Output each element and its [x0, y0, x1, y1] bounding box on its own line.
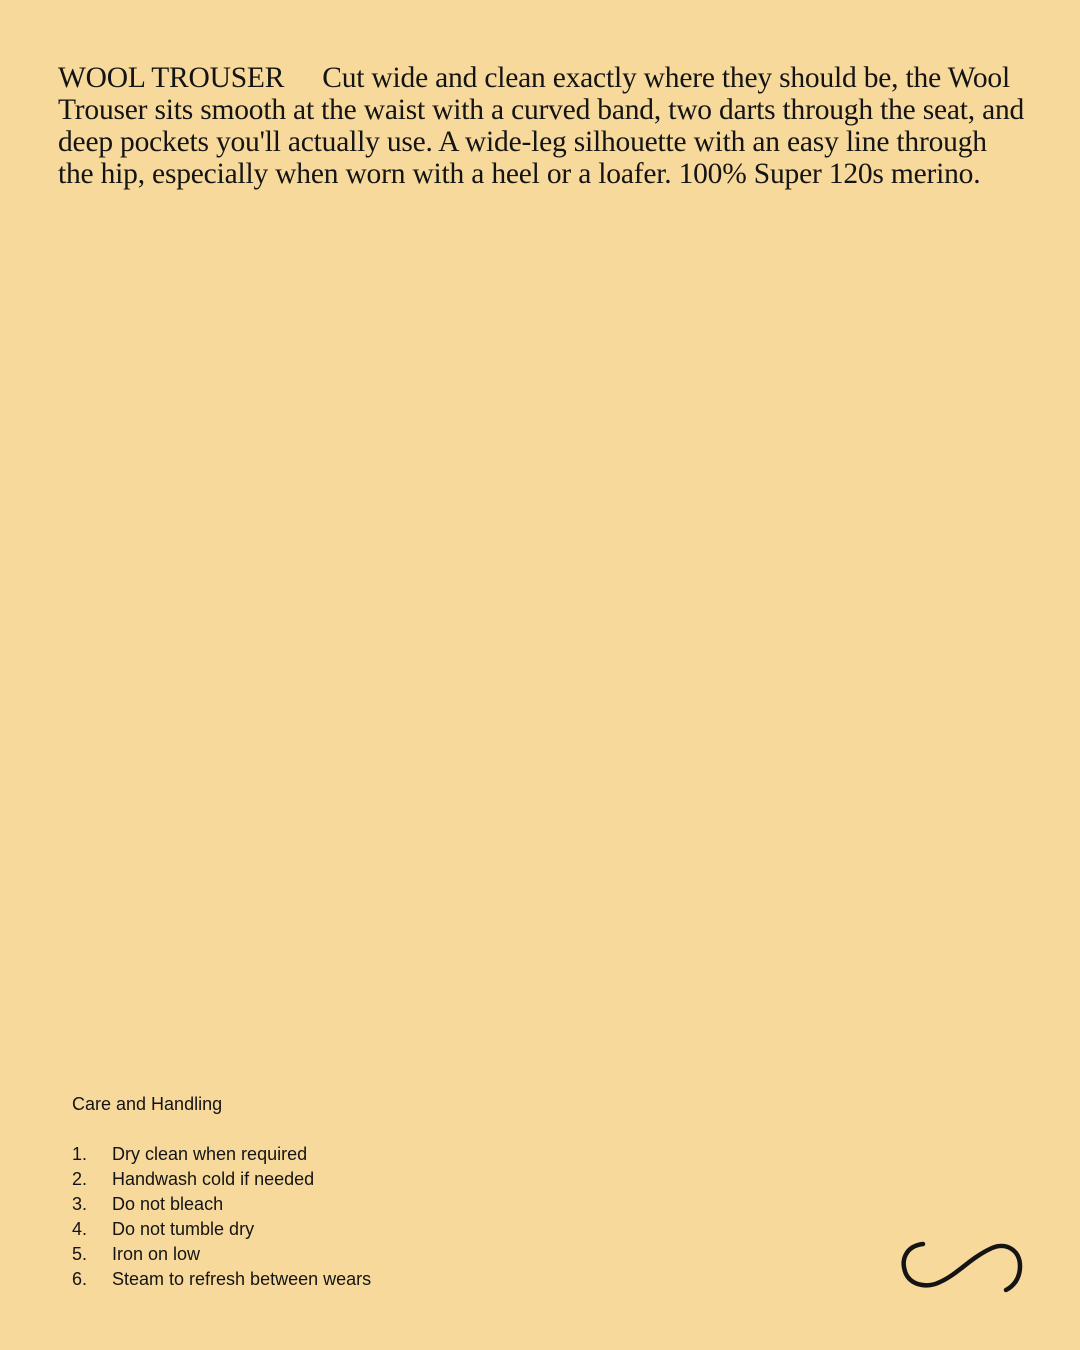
product-description: Cut wide and clean exactly where they should be, the Wool Trouser sits smooth at the waist with a curved band, two darts through the seat, and deep pockets you'll actually use. A wide-leg silhouette with an easy line through the hip, especially when worn with a heel or a loafer. 100% Super 120s merino.	[58, 62, 1025, 190]
care-item-text: Do not bleach	[112, 1194, 224, 1214]
care-heading: Care and Handling	[72, 1094, 223, 1114]
care-item-text: Steam to refresh between wears	[112, 1269, 372, 1289]
care-item-number: 1.	[72, 1144, 88, 1164]
care-section	[72, 1092, 371, 1292]
care-item-text: Iron on low	[112, 1244, 201, 1264]
care-item-number: 4.	[72, 1219, 88, 1239]
product-title: WOOL TROUSER	[58, 62, 285, 94]
care-item-number: 3.	[72, 1194, 88, 1214]
s-curve-logo-icon	[898, 1236, 1028, 1298]
care-list-item	[72, 1267, 371, 1292]
care-list-item	[72, 1242, 371, 1267]
care-item-number: 2.	[72, 1169, 88, 1189]
care-list-item	[72, 1217, 371, 1242]
care-item-text: Handwash cold if needed	[112, 1169, 315, 1189]
product-description-block	[58, 62, 1028, 190]
care-list	[72, 1142, 371, 1292]
care-item-number: 5.	[72, 1244, 88, 1264]
care-list-item	[72, 1142, 371, 1167]
care-item-number: 6.	[72, 1269, 88, 1289]
care-list-item	[72, 1167, 371, 1192]
care-item-text: Do not tumble dry	[112, 1219, 255, 1239]
care-list-item	[72, 1192, 371, 1217]
care-item-text: Dry clean when required	[112, 1144, 308, 1164]
